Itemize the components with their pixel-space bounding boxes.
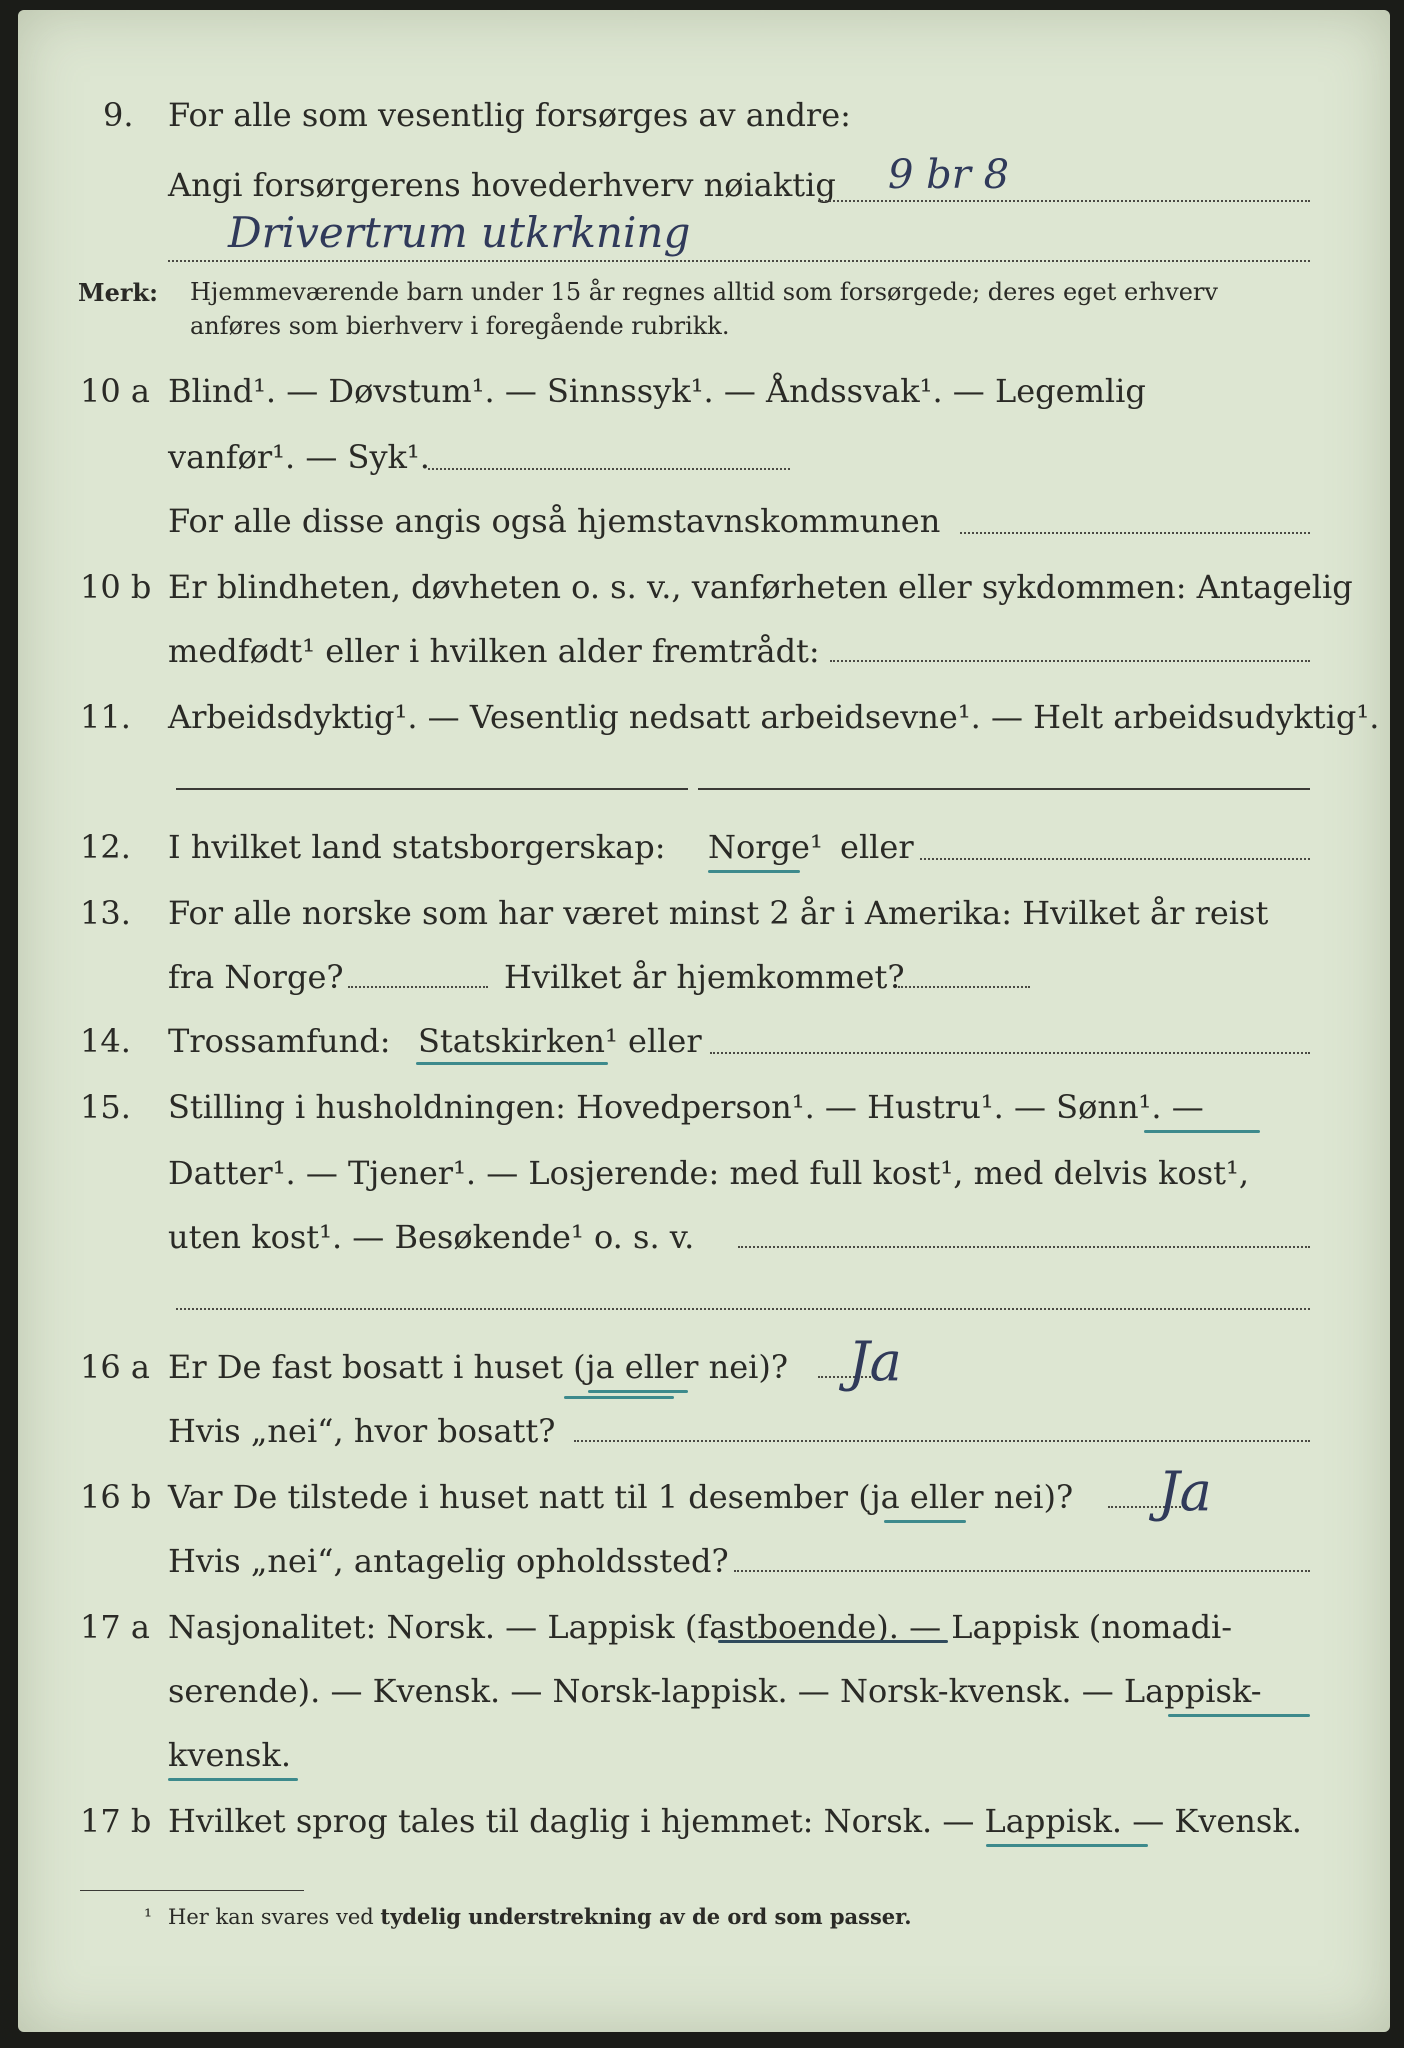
q9-handwritten-answer2: Drivertrum utkrkning	[228, 208, 691, 257]
q12-eller: eller	[840, 828, 914, 866]
q13-reist-line	[348, 986, 488, 988]
q10b-number: 10 b	[80, 568, 152, 606]
q9-number: 9.	[103, 96, 134, 134]
q15-number: 15.	[80, 1088, 131, 1126]
note-label: Merk:	[78, 278, 158, 307]
q12-number: 12.	[80, 828, 131, 866]
q17a-line3: kvensk.	[168, 1736, 291, 1774]
q14-other-line	[710, 1052, 1310, 1054]
q16a-line2: Hvis „nei“, hvor bosatt?	[168, 1412, 556, 1450]
q17b-lappisk-underline	[986, 1844, 1148, 1847]
q10a-syk-line	[428, 468, 790, 470]
q10a-hjemstavn-line	[960, 532, 1310, 534]
q16a-where-line	[574, 1440, 1310, 1442]
q13-hjemkommet-line	[898, 986, 1030, 988]
footnote-rule	[80, 1890, 304, 1891]
q16b-line1: Var De tilstede i huset natt til 1 desember (ja eller nei)?	[168, 1478, 1074, 1516]
q15-line1: Stilling i husholdningen: Hovedperson¹. — Hustru¹. — Sønn¹. —	[168, 1088, 1204, 1126]
q14-statskirken-underline	[416, 1062, 608, 1065]
q9-line2: Angi forsørgerens hovederhverv nøiaktig	[168, 166, 836, 204]
q16b-place-line	[734, 1570, 1310, 1572]
q11-rule-left	[176, 788, 688, 790]
q16b-line2: Hvis „nei“, antagelig opholdssted?	[168, 1542, 729, 1580]
q15-other-line	[738, 1246, 1310, 1248]
q14-eller: eller	[628, 1022, 702, 1060]
census-form-page	[18, 10, 1390, 2032]
q11-number: 11.	[80, 698, 131, 736]
note-line2: anføres som bierhverv i foregående rubrikk.	[190, 312, 730, 340]
q12-line1: I hvilket land statsborgerskap:	[168, 828, 666, 866]
q13-line1: For alle norske som har været minst 2 år i Amerika: Hvilket år reist	[168, 894, 1269, 932]
q15-line3: uten kost¹. — Besøkende¹ o. s. v.	[168, 1218, 695, 1256]
q10a-line3: For alle disse angis også hjemstavnskommunen	[168, 502, 941, 540]
q17a-kvensk-underline	[168, 1778, 298, 1781]
q9-handwritten-answer1: 9 br 8	[888, 152, 1010, 198]
footnote-text-bold: tydelig understrekning av de ord som passer.	[380, 1904, 912, 1929]
q16a-handwritten-answer: Ja	[848, 1330, 902, 1393]
q15-extra-line	[176, 1308, 1310, 1310]
q13-number: 13.	[80, 894, 131, 932]
q10b-line2: medfødt¹ eller i hvilken alder fremtrådt:	[168, 632, 820, 670]
note-line1: Hjemmeværende barn under 15 år regnes alltid som forsørgede; deres eget erhverv	[190, 278, 1218, 306]
footnote-mark: ¹	[144, 1904, 153, 1928]
q16a-ja-underline	[588, 1390, 688, 1393]
q10b-age-line	[830, 660, 1310, 662]
q13-line2b: Hvilket år hjemkommet?	[504, 958, 905, 996]
q14-number: 14.	[80, 1022, 131, 1060]
q10a-line2: vanfør¹. — Syk¹.	[168, 438, 430, 476]
q16b-handwritten-answer: Ja	[1158, 1460, 1212, 1523]
q15-sonn-underline	[1144, 1130, 1260, 1133]
q16a-line1: Er De fast bosatt i huset (ja eller nei)?	[168, 1348, 789, 1386]
q14-statskirken: Statskirken¹	[418, 1022, 618, 1060]
q11-line1: Arbeidsdyktig¹. — Vesentlig nedsatt arbeidsevne¹. — Helt arbeidsudyktig¹.	[168, 698, 1380, 736]
q12-norge: Norge¹	[708, 828, 823, 866]
q16b-number: 16 b	[80, 1478, 152, 1516]
q17a-line1: Nasjonalitet: Norsk. — Lappisk (fastboende). — Lappisk (nomadi-	[168, 1608, 1233, 1646]
q17b-line1: Hvilket sprog tales til daglig i hjemmet: Norsk. — Lappisk. — Kvensk.	[168, 1802, 1302, 1840]
q15-line2: Datter¹. — Tjener¹. — Losjerende: med full kost¹, med delvis kost¹,	[168, 1154, 1250, 1192]
q9-line1: For alle som vesentlig forsørges av andre:	[168, 96, 851, 134]
q11-rule-right	[698, 788, 1310, 790]
q17a-lappisk-underline	[1168, 1714, 1310, 1717]
q16a-hvor-underline	[564, 1396, 674, 1399]
q17a-line2: serende). — Kvensk. — Norsk-lappisk. — Norsk-kvensk. — Lappisk-	[168, 1672, 1262, 1710]
footnote-text	[168, 1904, 912, 1929]
q13-line2a: fra Norge?	[168, 958, 344, 996]
q16b-ja-underline	[884, 1520, 966, 1523]
q10a-line1: Blind¹. — Døvstum¹. — Sinnssyk¹. — Åndssvak¹. — Legemlig	[168, 372, 1146, 410]
q10a-number: 10 a	[80, 372, 150, 410]
q9-answer-line2	[168, 260, 1310, 262]
q12-country-line	[920, 858, 1310, 860]
q16a-number: 16 a	[80, 1348, 150, 1386]
q17a-fastboende-mark	[718, 1640, 948, 1643]
q10b-line1: Er blindheten, døvheten o. s. v., vanførheten eller sykdommen: Antagelig	[168, 568, 1353, 606]
footnote-text-plain: Her kan svares ved	[168, 1905, 374, 1929]
q17b-number: 17 b	[80, 1802, 152, 1840]
q14-label: Trossamfund:	[168, 1022, 391, 1060]
q12-norge-underline	[708, 870, 800, 873]
q9-answer-line1	[818, 200, 1310, 202]
q17a-number: 17 a	[80, 1608, 150, 1646]
